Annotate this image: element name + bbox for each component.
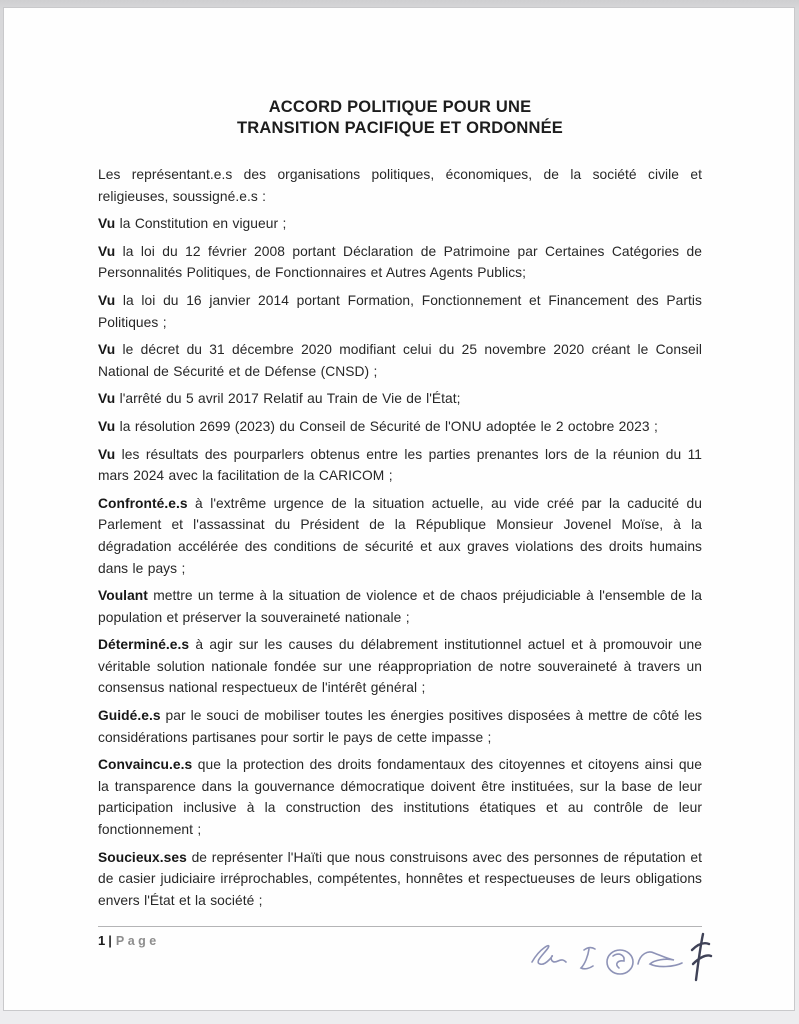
paragraph: Voulant mettre un terme à la situation de violence et de chaos préjudiciable à l'ensemble de la population et préserver la souveraineté nationale ;	[98, 588, 702, 625]
paragraph: Guidé.e.s par le souci de mobiliser toutes les énergies positives disposées à mettre de côté les considérations partisanes pour sortir le pays de cette impasse ;	[98, 708, 702, 745]
footer-separator: |	[108, 933, 112, 949]
paragraph: Vu la loi du 16 janvier 2014 portant Formation, Fonctionnement et Financement des Partis Politiques ;	[98, 292, 702, 330]
paragraph: Soucieux.ses de représenter l'Haïti que nous construisons avec des personnes de réputation et de casier judiciaire irréprochables, compétentes, honnêtes et respectueuses de leurs obligations envers l'État et la société ;	[98, 849, 702, 908]
paragraph: Vu la loi du 12 février 2008 portant Déclaration de Patrimoine par Certaines Catégories de Personnalités Politiques, de Fonctionnaires et Autres Agents Publics;	[98, 243, 702, 281]
document-page	[3, 7, 795, 1011]
document-title	[98, 97, 702, 138]
paragraph: Les représentant.e.s des organisations politiques, économiques, de la société civile et religieuses, soussigné.e.s :	[98, 167, 702, 204]
paragraph: Vu l'arrêté du 5 avril 2017 Relatif au Train de Vie de l'État;	[98, 391, 461, 407]
document-title-line1: ACCORD POLITIQUE POUR UNE	[268, 98, 532, 116]
paragraph: Vu la Constitution en vigueur ;	[98, 216, 287, 232]
page-number: 1	[98, 933, 106, 949]
footer-page-label: Page	[115, 934, 160, 949]
handwritten-signatures-icon	[526, 926, 716, 998]
paragraph: Vu la résolution 2699 (2023) du Conseil de Sécurité de l'ONU adoptée le 2 octobre 2023 ;	[98, 418, 658, 434]
paragraph: Confronté.e.s à l'extrême urgence de la situation actuelle, au vide créé par la caducité du Parlement et l'assassinat du Président de la République Monsieur Jovenel Moïse, à la dégradation accélérée des conditions de sécurité et aux graves violations des droits humains dans le pays ;	[98, 495, 702, 576]
paragraph: Vu les résultats des pourparlers obtenus entre les parties prenantes lors de la réunion du 11 mars 2024 avec la facilitation de la CARICOM ;	[98, 446, 702, 484]
document-title-line2: TRANSITION PACIFIQUE ET ORDONNÉE	[236, 118, 564, 137]
paragraph: Vu le décret du 31 décembre 2020 modifiant celui du 25 novembre 2020 créant le Conseil National de Sécurité et de Défense (CNSD) ;	[98, 342, 702, 379]
document-body	[98, 164, 702, 911]
paragraph: Convaincu.e.s que la protection des droits fondamentaux des citoyennes et citoyens ainsi que la transparence dans la gouvernance démocratique doivent être instituées, sur la base de leur participation inclusive à la construction des institutions étatiques et au contrôle de leur fonctionnement ;	[98, 757, 702, 838]
paragraph: Déterminé.e.s à agir sur les causes du délabrement institutionnel actuel et à promouvoir une véritable solution nationale fondée sur une réappropriation de notre souveraineté à travers un consensus national respectueux de l'intérêt général ;	[98, 637, 702, 696]
